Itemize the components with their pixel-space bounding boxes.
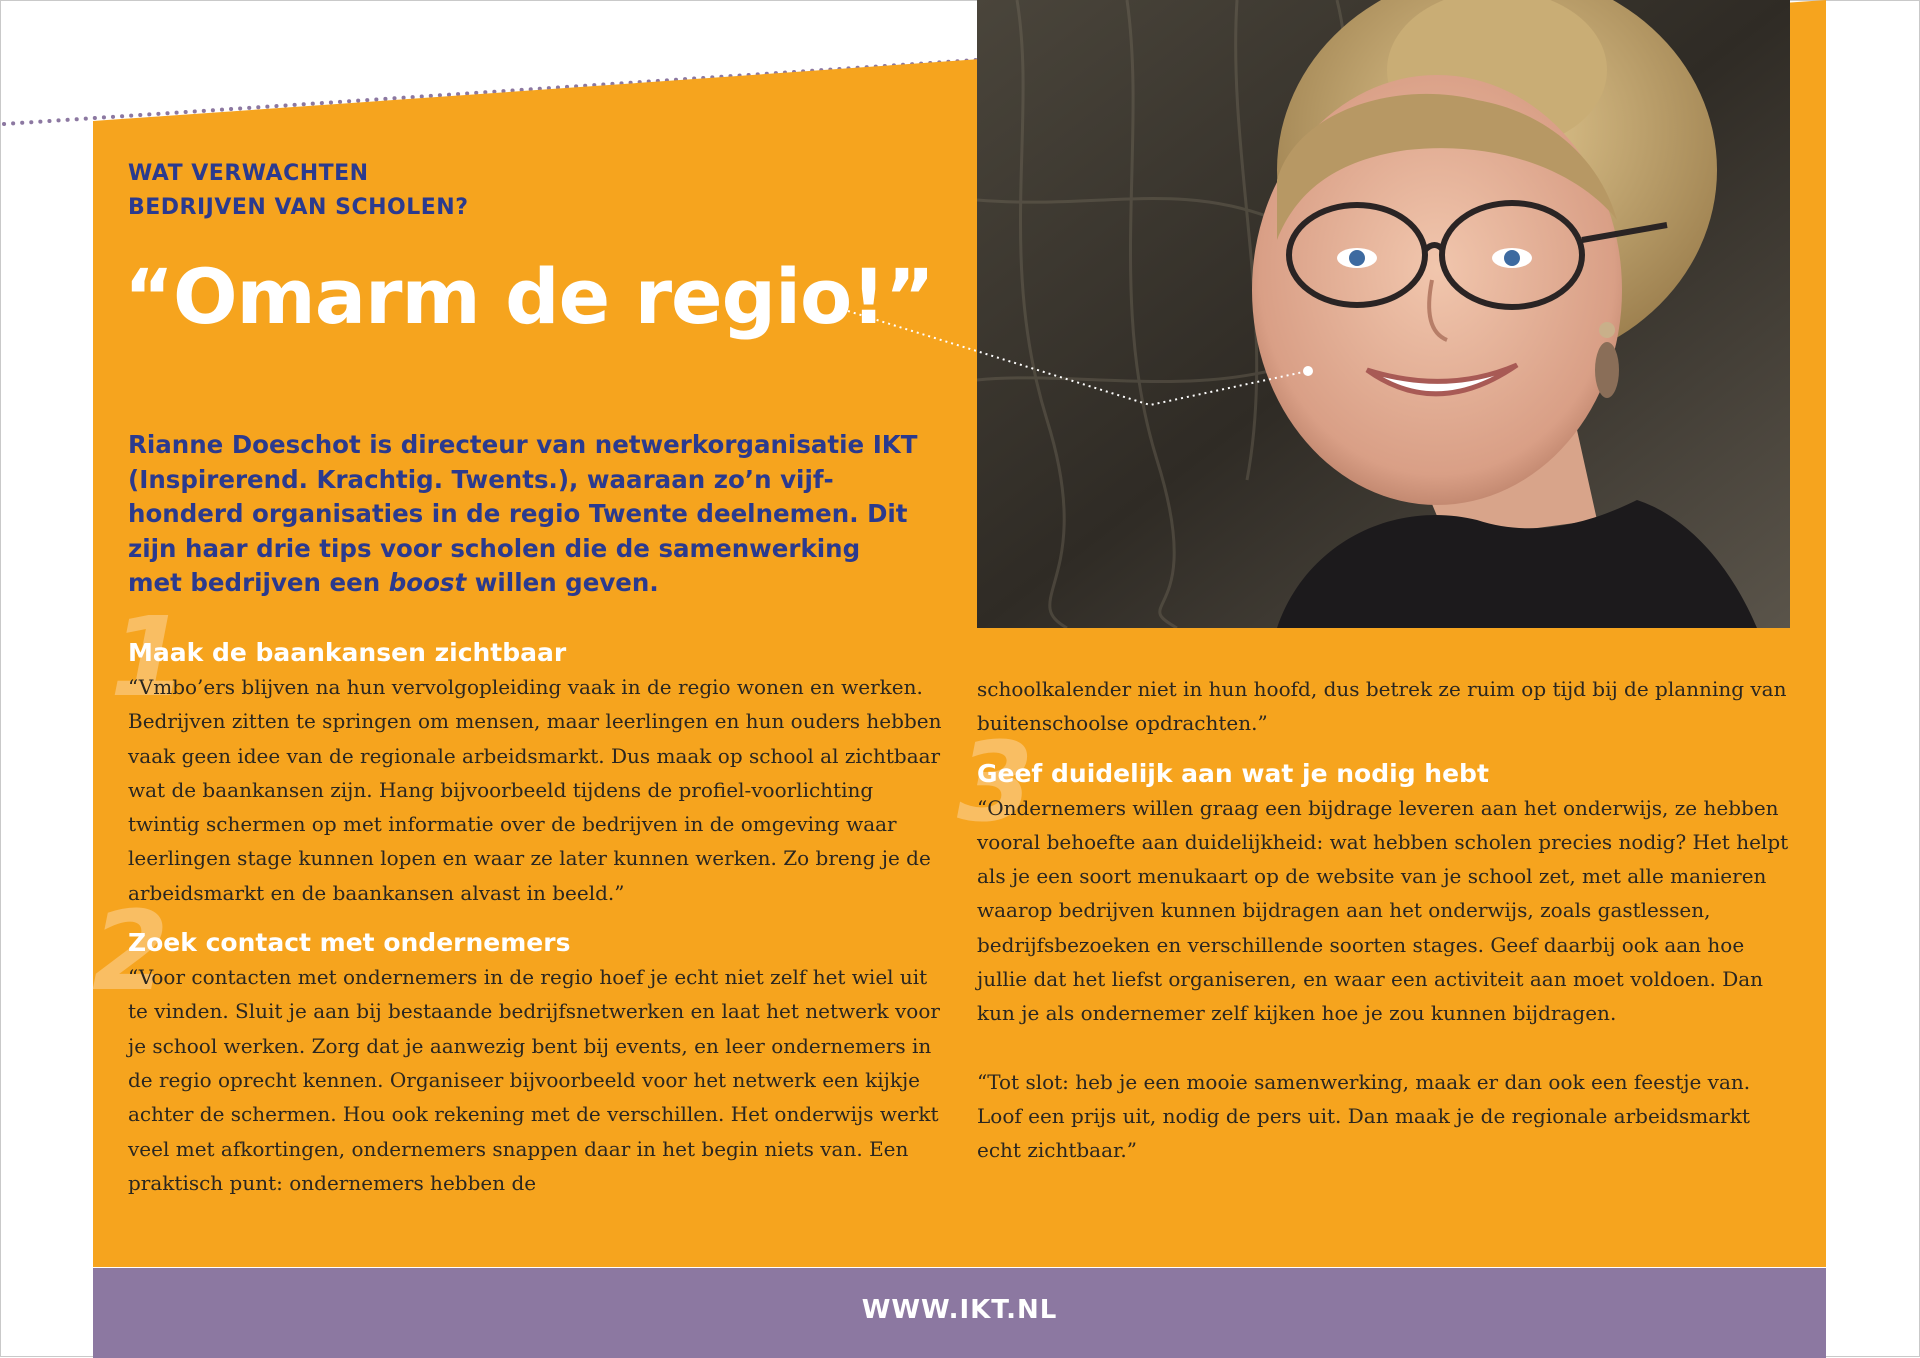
kicker-line-2: BEDRIJVEN VAN SCHOLEN?	[128, 195, 469, 220]
footer-url[interactable]: WWW.IKT.NL	[93, 1268, 1826, 1358]
tip-1	[110, 593, 950, 910]
tip-body-1: “Vmbo’ers blijven na hun vervolgopleiding vaak in de regio wonen en werken. Bedrijven zitten te springen om mensen, maar leerlingen en hun ouders hebben vaak geen idee van de regionale arbeidsmarkt. Dus maak op school al zichtbaar wat de baankansen zijn. Hang bijvoorbeeld tijdens de profiel-voorlichting twintig schermen op met informatie over de bedrijven in de omgeving waar leerlingen stage kunnen lopen en waar ze later kunnen werken. Zo breng je de arbeidsmarkt en de baankansen alvast in beeld.”	[128, 675, 942, 905]
intro-emphasis: boost	[388, 568, 467, 597]
tip-number-3: 3	[957, 717, 1034, 846]
tip-2	[92, 887, 950, 1200]
tip-number-1: 1	[110, 593, 187, 721]
intro-text-end: willen geven.	[466, 568, 659, 597]
closing-paragraph: “Tot slot: heb je een mooie samenwerking, maak er dan ook een feestje van. Loof een prijs uit, nodig de pers uit. Dan maak je de regionale arbeidsmarkt echt zichtbaar.”	[977, 1069, 1751, 1163]
tip-number-2: 2	[92, 887, 169, 1016]
page-title: “Omarm de regio!”	[124, 252, 934, 341]
tip-3	[957, 717, 1795, 1031]
right-column	[957, 672, 1795, 1168]
kicker	[128, 157, 468, 225]
kicker-line-1: WAT VERWACHTEN	[128, 161, 369, 186]
intro-paragraph	[128, 428, 918, 601]
left-column	[92, 593, 950, 1200]
tip-title-2: Zoek contact met ondernemers	[128, 928, 571, 958]
tip-2-continuation: schoolkalender niet in hun hoofd, dus betrek ze ruim op tijd bij de planning van buitenschoolse opdrachten.”	[977, 677, 1787, 736]
intro-text: Rianne Doeschot is directeur van netwerkorganisatie IKT (Inspirerend. Krachtig. Twents.), waaraan zo’n vijfhonderd organisaties in de regio Twente deelnemen. Dit zijn haar drie tips voor scholen die de samenwerking met bedrijven een	[128, 430, 918, 597]
tip-body-3: “Ondernemers willen graag een bijdrage leveren aan het onderwijs, ze hebben vooral behoefte aan duidelijkheid: wat hebben scholen precies nodig? Het helpt als je een soort menukaart op de website van je school zet, met alle manieren waarop bedrijven kunnen bijdragen aan het onderwijs, zoals gastlessen, bedrijfsbezoeken en verschillende soorten stages. Geef daarbij ook aan hoe jullie dat het liefst organiseren, en waar een activiteit aan moet voldoen. Dan kun je als ondernemer zelf kijken hoe je zou kunnen bijdragen.	[977, 795, 1789, 1026]
tip-title-1: Maak de baankansen zichtbaar	[128, 638, 567, 667]
tip-title-3: Geef duidelijk aan wat je nodig hebt	[977, 758, 1489, 788]
tip-body-2: “Voor contacten met ondernemers in de regio hoef je echt niet zelf het wiel uit te vinden. Sluit je aan bij bestaande bedrijfsnetwerken en laat het netwerk voor je school werken. Zorg dat je aanwezig bent bij events, en leer ondernemers in de regio oprecht kennen. Organiseer bijvoorbeeld voor het netwerk een kijkje achter de schermen. Hou ook rekening met de verschillen. Het onderwijs werkt veel met afkortingen, ondernemers snappen daar in het begin niets van. Een praktisch punt: ondernemers hebben de	[128, 965, 940, 1195]
